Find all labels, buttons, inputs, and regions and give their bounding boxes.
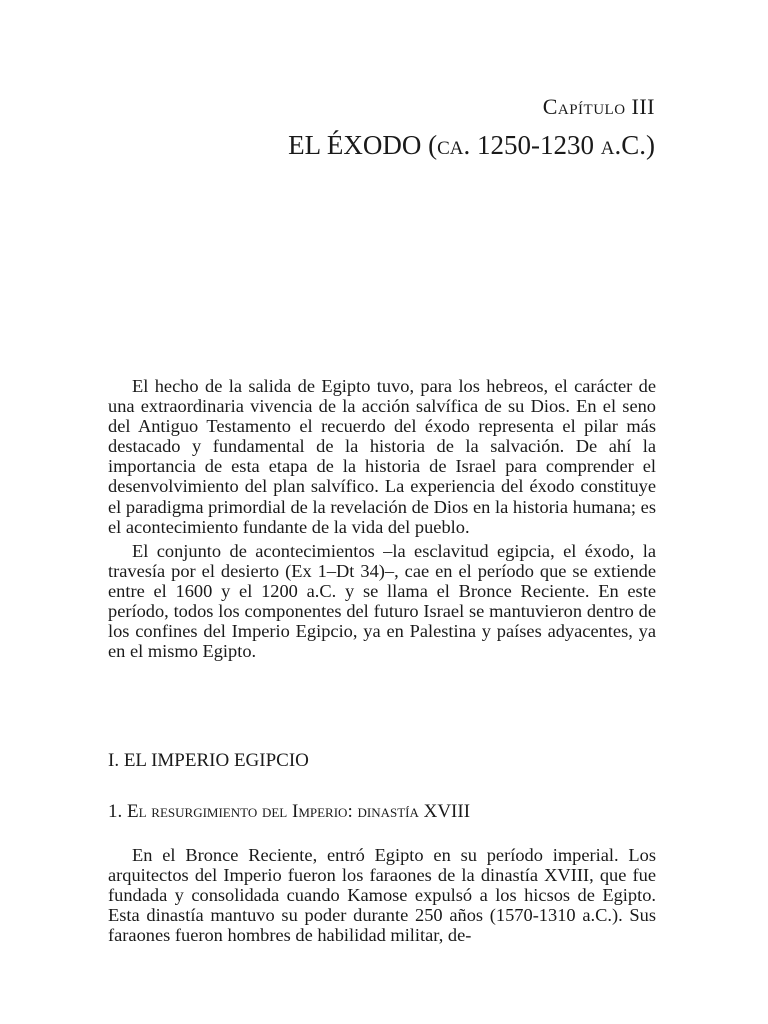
section-heading: I. EL IMPERIO EGIPCIO	[108, 750, 309, 771]
chapter-title	[288, 127, 655, 163]
intro-paragraph-2: El conjunto de acontecimientos –la esclavitud egipcia, el éxodo, la travesía por el desierto (Ex 1–Dt 34)–, cae en el período que se extiende entre el 1600 y el 1200 a.C. y se llama el Bronce Reciente. En este período, todos los componentes del futuro Israel se mantuvieron dentro de los confines del Imperio Egipcio, ya en Palestina y países adyacentes, ya en el mismo Egipto.	[108, 540, 656, 662]
subsection-title: El resurgimiento del Imperio: dinastía XVIII	[127, 801, 471, 822]
subsection-heading	[108, 800, 470, 824]
intro-paragraph-1: El hecho de la salida de Egipto tuvo, para los hebreos, el carácter de una extraordinaria vivencia de la acción salvífica de su Dios. En el seno del Antiguo Testamento el recuerdo del éxodo representa el pilar más destacado y fundamental de la historia de la salvación. De ahí la importancia de esta etapa de la historia de Israel para comprender el desenvolvimiento del plan salvífico. La experiencia del éxodo constituye el paradigma primordial de la revelación de Dios en la historia humana; es el acontecimiento fundante de la vida del pueblo.	[108, 376, 656, 537]
subsection-number: 1.	[108, 801, 127, 822]
chapter-title-close: )	[646, 130, 655, 160]
chapter-title-dates: ca. 1250-1230 a.C.	[437, 130, 646, 160]
chapter-title-main: EL ÉXODO (	[288, 130, 438, 160]
section-text	[108, 845, 656, 945]
chapter-label: Capítulo III	[542, 94, 655, 119]
intro-text	[108, 376, 656, 661]
section-paragraph-1: En el Bronce Reciente, entró Egipto en su período imperial. Los arquitectos del Imperio fueron los faraones de la dinastía XVIII, que fue fundada y consolidada cuando Kamose expulsó a los hicsos de Egipto. Esta dinastía mantuvo su poder durante 250 años (1570-1310 a.C.). Sus faraones fueron hombres de habilidad militar, de-	[108, 845, 656, 946]
